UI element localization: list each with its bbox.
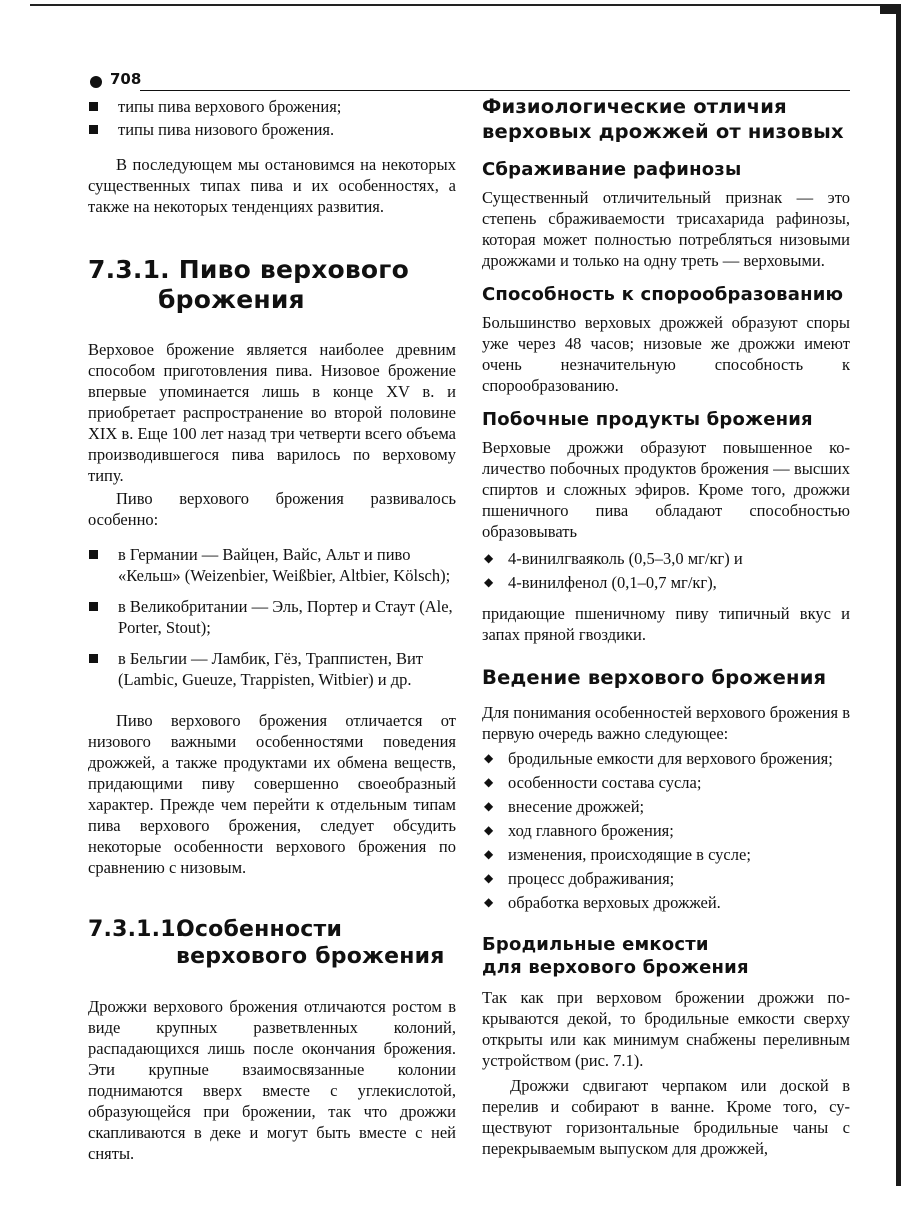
- countries-list: [88, 544, 456, 690]
- section-title-line1: Пиво верхового: [178, 255, 409, 284]
- right-column: [482, 94, 850, 1159]
- paragraph: Верховые дрожжи образуют повышенное количество побочных продуктов брожения — высших спиртов и сложных эфиров. Кроме того, дрожжи пшеничного пива обладают способностью образовывать: [482, 438, 850, 541]
- paragraph: Дрожжи сдвигают черпаком или доской в перелив и собирают в ванне. Кроме того, существуют горизонтальные бродильные чаны с перекрываемым выпуском для дрожжей,: [482, 1076, 850, 1158]
- section-number: 7.3.1.: [88, 255, 170, 284]
- scan-edge-top: [30, 4, 900, 6]
- phenols-list: [482, 548, 850, 593]
- list-item: ◆ ход главного брожения;: [482, 820, 850, 841]
- paragraph: Большинство верховых дрожжей образуют споры уже через 48 часов; низовые же дрожжи имеют очень незначительную способность к спорообразованию.: [482, 313, 850, 395]
- section-number: 7.3.1.1.: [88, 917, 185, 942]
- heading-line1: Физиологические отличия: [482, 95, 787, 118]
- intro-list: [88, 96, 456, 140]
- paragraph: придающие пшеничному пиву типичный вкус и запах пряной гвоздики.: [482, 604, 850, 644]
- paragraph: Верховое брожение является наиболее древним способом приготовления пива. Низовое брожение впервые упоминается лишь в конце XV в. и приобретает распространение во второй половине XIX в. Еще 100 лет назад три четверти всего объема производившегося пива варилось по верховому типу.: [88, 340, 456, 485]
- page-header: [90, 70, 850, 92]
- list-item: типы пива низового брожения.: [88, 119, 456, 140]
- list-item: ◆ 4-винилгваяколь (0,5–3,0 мг/кг) и: [482, 548, 850, 569]
- heading-fermentation-vessels: [482, 933, 850, 979]
- paragraph: Пиво верхового брожения отличается от низового важными особенностями поведения дрожжей, а также продуктами их обмена веществ, придающими пиву совершенно своеобразный характер. Прежде чем перейти к отдельным типам пива верхового брожения, следует обсудить некоторые особенности верхового брожения по сравнению с низовым.: [88, 711, 456, 877]
- list-item: ◆ изменения, происходящие в сусле;: [482, 844, 850, 865]
- section-title-line2: брожения: [158, 285, 305, 314]
- heading-conduct-fermentation: Ведение верхового брожения: [482, 666, 827, 689]
- list-item: в Бельгии — Ламбик, Гёз, Траппистен, Вит (Lambic, Gueuze, Trappisten, Witbier) и др.: [88, 648, 456, 690]
- list-item: ◆ бродильные емкости для верхового брожения;: [482, 748, 850, 769]
- list-item: ◆ 4-винилфенол (0,1–0,7 мг/кг),: [482, 572, 850, 593]
- paragraph: Для понимания особенностей верхового брожения в первую очередь важно следующее:: [482, 703, 850, 743]
- intro-paragraph: В последующем мы остановимся на некоторых существенных типах пива и их особенностях, а также на некоторых тенденциях развития.: [88, 155, 456, 216]
- heading-physiological-differences: [482, 94, 850, 144]
- heading-line2: верховых дрожжей от низовых: [482, 120, 844, 143]
- paragraph: Так как при верховом брожении дрожжи покрываются декой, то бродильные емкости сверху открыты или как минимум снабжены переливным устройством (рис. 7.1).: [482, 988, 850, 1070]
- page-marker-icon: [90, 76, 102, 88]
- section-heading-7-3-1: [88, 255, 456, 315]
- section-heading-7-3-1-1: [88, 916, 456, 970]
- list-item: в Великобритании — Эль, Портер и Стаут (Ale, Porter, Stout);: [88, 596, 456, 638]
- heading-spore-formation: Способность к спорообразованию: [482, 284, 844, 305]
- paragraph: Существенный отличительный признак — это степень сбраживаемости трисахарида рафинозы, которая может полностью потребляться низовыми дрожжами и только на одну треть — верховыми.: [482, 188, 850, 270]
- conduct-list: [482, 748, 850, 913]
- section-title-line1: Особенности: [176, 917, 343, 942]
- list-item: в Германии — Вайцен, Вайс, Альт и пиво «Кельш» (Weizenbier, Weißbier, Altbier, Kölsch);: [88, 544, 456, 586]
- left-column: [88, 94, 456, 1164]
- heading-line1: Бродильные емкости: [482, 934, 709, 955]
- heading-by-products: Побочные продукты брожения: [482, 409, 813, 430]
- paragraph: Пиво верхового брожения развивалось особенно:: [88, 489, 456, 529]
- heading-line2: для верхового брожения: [482, 957, 749, 978]
- list-item: ◆ обработка верховых дрожжей.: [482, 892, 850, 913]
- list-item: ◆ внесение дрожжей;: [482, 796, 850, 817]
- page-number: 708: [110, 70, 142, 88]
- paragraph: Дрожжи верхового брожения отличаются ростом в виде крупных разветвленных колоний, распадающихся лишь после окончания брожения. Эти крупные взаимосвязанные колонии поднимаются вверх вместе с углекислотой, образующейся при брожении, так что дрожжи скапливаются в деке и могут быть вместе с ней сняты.: [88, 997, 456, 1163]
- section-title-line2: верхового брожения: [176, 944, 445, 969]
- list-item: ◆ особенности состава сусла;: [482, 772, 850, 793]
- heading-raffinose: Сбраживание рафинозы: [482, 159, 742, 180]
- scan-edge-right: [896, 6, 901, 1186]
- list-item: ◆ процесс дображивания;: [482, 868, 850, 889]
- header-rule: [140, 90, 850, 91]
- list-item: типы пива верхового брожения;: [88, 96, 456, 117]
